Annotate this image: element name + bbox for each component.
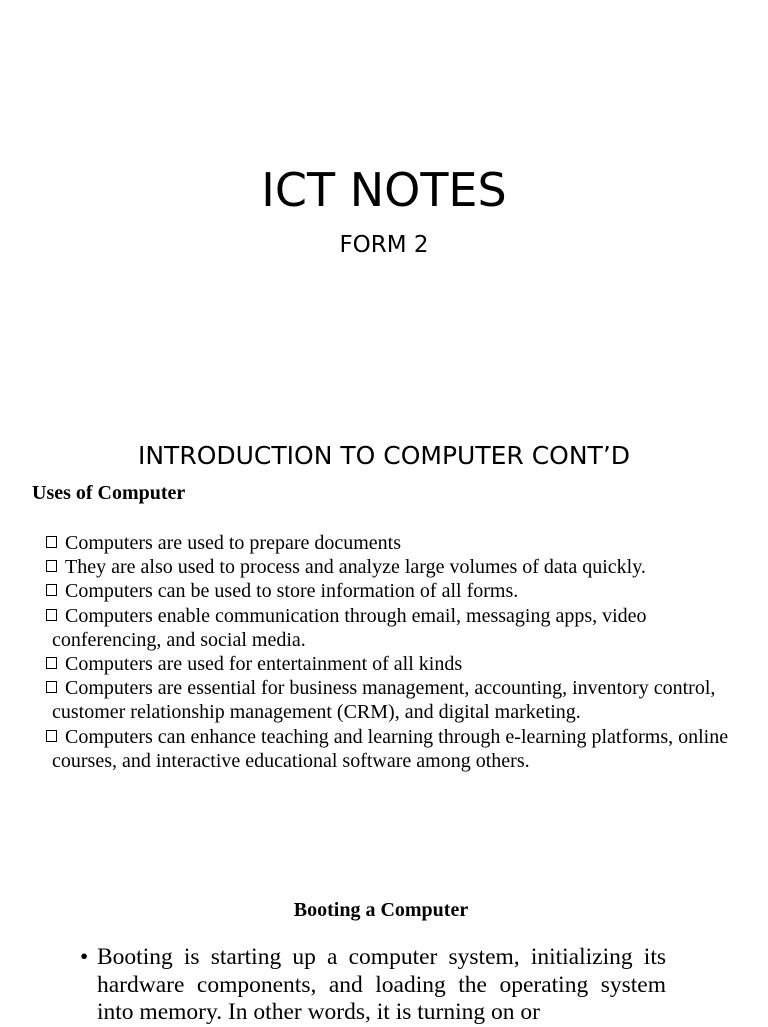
document-subtitle: FORM 2	[339, 232, 429, 258]
checkbox-bullet-icon	[46, 681, 57, 693]
uses-list	[32, 531, 742, 773]
list-item	[32, 604, 742, 652]
list-item-text: Computers can enhance teaching and learning through e-learning platforms, online courses, and interactive educational software among others.	[52, 725, 729, 772]
list-item-text: Computers are essential for business management, accounting, inventory control, customer relationship management (CRM), and digital marketing.	[52, 677, 716, 724]
list-item-text: Computers enable communication through email, messaging apps, video conferencing, and social media.	[52, 604, 647, 651]
list-item	[32, 676, 742, 724]
list-item-text: Computers are used to prepare documents	[65, 532, 402, 554]
checkbox-bullet-icon	[46, 657, 57, 669]
list-item-text: They are also used to process and analyze large volumes of data quickly.	[65, 556, 646, 579]
bullet-icon: •	[80, 944, 89, 970]
list-item	[32, 652, 742, 676]
checkbox-bullet-icon	[46, 584, 57, 596]
booting-heading: Booting a Computer	[293, 899, 469, 921]
list-item	[32, 555, 742, 579]
list-item-text: Booting is starting up a computer system, initializing its hardware components, and loading the operating system into memory. In other words, it is turning on or	[97, 944, 666, 1025]
list-item	[32, 725, 742, 773]
uses-heading: Uses of Computer	[32, 482, 186, 504]
checkbox-bullet-icon	[46, 730, 57, 742]
list-item-text: Computers are used for entertainment of all kinds	[65, 653, 463, 676]
list-item	[32, 579, 742, 603]
document-title: ICT NOTES	[261, 163, 507, 217]
checkbox-bullet-icon	[46, 560, 57, 572]
section-heading: INTRODUCTION TO COMPUTER CONT’D	[137, 441, 631, 470]
booting-list	[80, 944, 666, 1027]
checkbox-bullet-icon	[46, 536, 57, 548]
list-item-text: Computers can be used to store information of all forms.	[65, 580, 519, 603]
list-item	[80, 944, 666, 1027]
list-item	[32, 531, 742, 555]
checkbox-bullet-icon	[46, 609, 57, 621]
